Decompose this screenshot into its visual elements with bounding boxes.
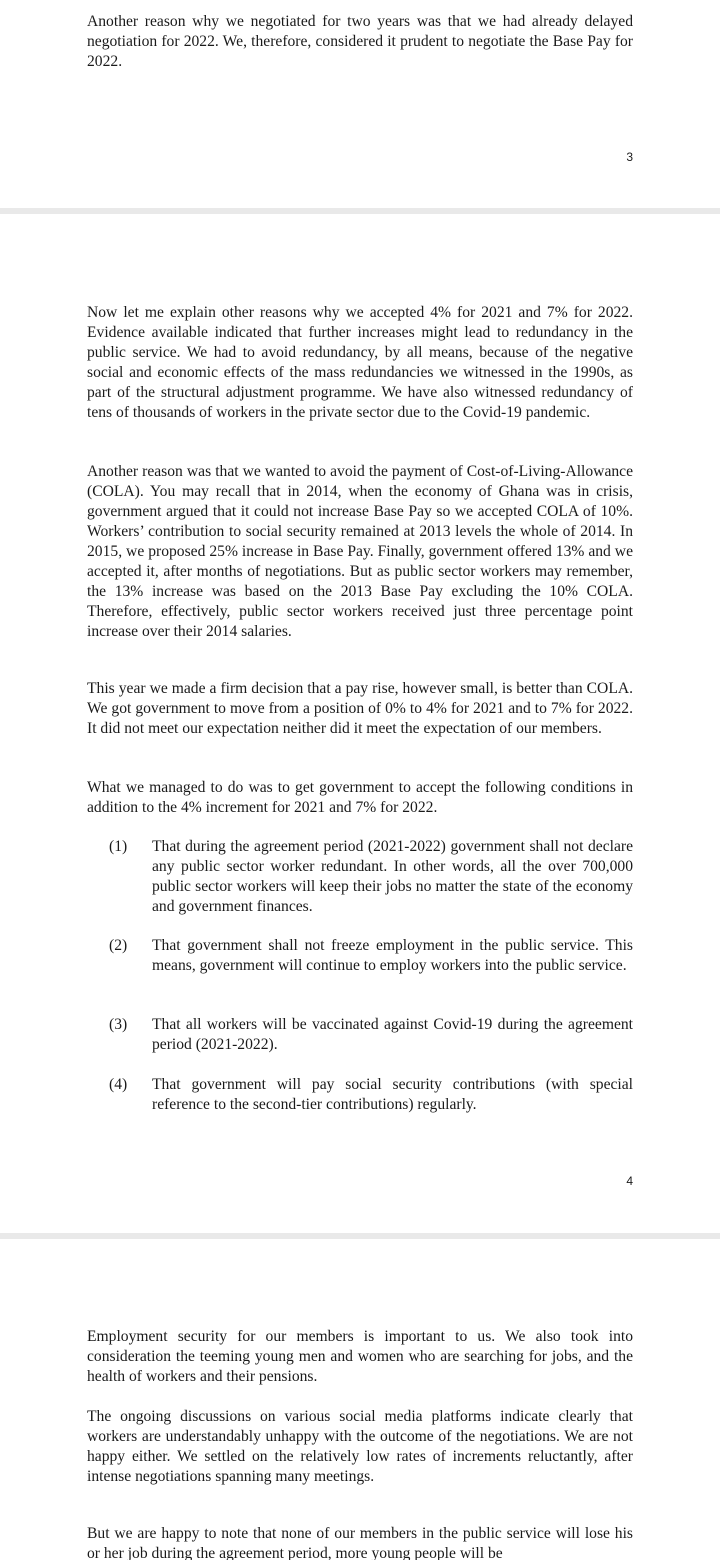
condition-item <box>109 1015 633 1055</box>
document-page-3 <box>0 0 720 208</box>
document-page-5 <box>0 1239 720 1560</box>
page-number: 4 <box>626 1174 633 1188</box>
paragraph: Another reason why we negotiated for two years was that we had already delayed negotiation for 2022. We, therefore, considered it prudent to negotiate the Base Pay for 2022. <box>87 13 633 70</box>
paragraph: Another reason was that we wanted to avoid the payment of Cost-of-Living-Allowance (COLA). You may recall that in 2014, when the economy of Ghana was in crisis, government argued that it could not increase Base Pay so we accepted COLA of 10%. Workers’ contribution to social security remained at 2013 levels the whole of 2014. In 2015, we proposed 25% increase in Base Pay. Finally, government offered 13% and we accepted it, after months of negotiations. But as public sector workers may remember, the 13% increase was based on the 2013 Base Pay excluding the 10% COLA. Therefore, effectively, public sector workers received just three percentage point increase over their 2014 salaries. <box>87 463 633 640</box>
condition-text: That government will pay social security contributions (with special reference to the second-tier contributions) regularly. <box>152 1076 633 1113</box>
paragraph: Now let me explain other reasons why we accepted 4% for 2021 and 7% for 2022. Evidence available indicated that further increases might lead to redundancy in the public service. We had to avoid redundancy, by all means, because of the negative social and economic effects of the mass redundancies we witnessed in the 1990s, as part of the structural adjustment programme. We have also witnessed redundancy of tens of thousands of workers in the private sector due to the Covid-19 pandemic. <box>87 304 633 421</box>
condition-text: That during the agreement period (2021-2022) government shall not declare any public sector worker redundant. In other words, all the over 700,000 public sector workers will keep their jobs no matter the state of the economy and government finances. <box>152 838 633 915</box>
condition-item <box>109 1075 633 1115</box>
document-page-4 <box>0 214 720 1233</box>
paragraph: What we managed to do was to get government to accept the following conditions in addition to the 4% increment for 2021 and 7% for 2022. <box>87 779 633 816</box>
paragraph: But we are happy to note that none of our members in the public service will lose his or her job during the agreement period, more young people will be <box>87 1525 633 1560</box>
paragraph: The ongoing discussions on various social media platforms indicate clearly that workers are understandably unhappy with the outcome of the negotiations. We are not happy either. We settled on the relatively low rates of increments reluctantly, after intense negotiations spanning many meetings. <box>87 1408 633 1485</box>
condition-text: That all workers will be vaccinated against Covid-19 during the agreement period (2021-2022). <box>152 1016 633 1053</box>
condition-item <box>109 936 633 976</box>
condition-text: That government shall not freeze employment in the public service. This means, government will continue to employ workers into the public service. <box>152 937 633 974</box>
condition-number: (3) <box>109 1016 128 1033</box>
condition-number: (2) <box>109 937 128 954</box>
condition-number: (4) <box>109 1076 128 1093</box>
condition-number: (1) <box>109 838 128 855</box>
condition-item <box>109 837 633 917</box>
paragraph: This year we made a firm decision that a pay rise, however small, is better than COLA. We got government to move from a position of 0% to 4% for 2021 and to 7% for 2022. It did not meet our expectation neither did it meet the expectation of our members. <box>87 680 633 737</box>
paragraph: Employment security for our members is important to us. We also took into consideration the teeming young men and women who are searching for jobs, and the health of workers and their pensions. <box>87 1328 633 1385</box>
page-number: 3 <box>626 150 633 164</box>
